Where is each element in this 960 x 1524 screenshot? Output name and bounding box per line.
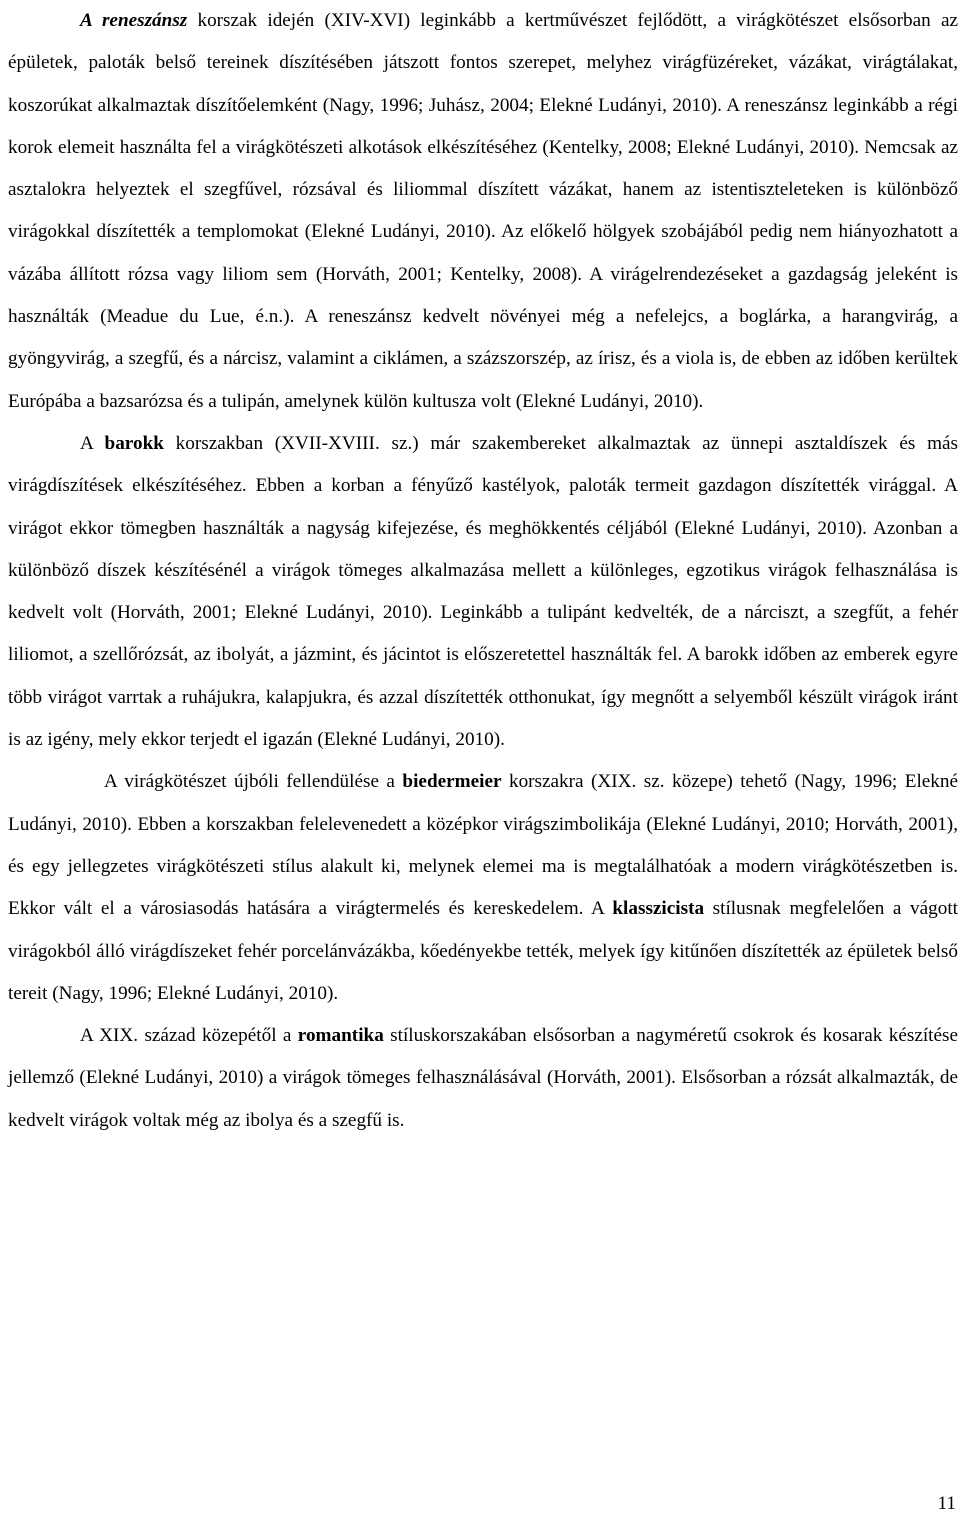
paragraph-body: stíluskorszakában elsősorban a nagyméretű csokrok és kosarak készítése jellemző (Elekné Ludányi, 2010) a virágok tömeges felhasználásával (Horváth, 2001). Elsősorban a rózsát alkalmazták, de kedvelt virágok voltak még az ibolya és a szegfű is. — [8, 1025, 958, 1131]
paragraph-baroque — [8, 423, 958, 761]
paragraph-lead: A XIX. század közepétől a — [80, 1025, 298, 1047]
paragraph-body: korszakban (XVII-XVIII. sz.) már szakembereket alkalmaztak az ünnepi asztaldíszek és más virágdíszítések elkészítéséhez. Ebben a korban a fényűző kastélyok, paloták termeit gazdagon díszítették virággal. A virágot ekkor tömegben használták a nagyság kifejezése, és meghökkentés céljából (Elekné Ludányi, 2010). Azonban a különböző díszek készítésénél a virágok tömeges alkalmazása mellett a különleges, egzotikus virágok felhasználása is kedvelt volt (Horváth, 2001; Elekné Ludányi, 2010). Leginkább a tulipánt kedvelték, de a nárciszt, a szegfűt, a fehér liliomot, a szellőrózsát, az ibolyát, a jázmint, és jácintot is előszeretettel használták fel. A barokk időben az emberek egyre több virágot varrtak a ruhájukra, kalapjukra, és azzal díszítették otthonukat, így megnőtt a selyemből készült virágok iránt is az igény, mely ekkor terjedt el igazán (Elekné Ludányi, 2010). — [8, 432, 958, 751]
term-classicist: klasszicista — [612, 898, 705, 920]
page-number: 11 — [937, 1493, 956, 1514]
term-biedermeier: biedermeier — [402, 771, 502, 793]
paragraph-lead: A — [80, 432, 105, 454]
document-page — [8, 0, 958, 1142]
paragraph-body: korszak idején (XIV-XVI) leginkább a kertművészet fejlődött, a virágkötészet elsősorban az épületek, paloták belső tereinek díszítésében játszott fontos szerepet, melyhez virágfüzéreket, vázákat, virágtálakat, koszorúkat alkalmaztak díszítőelemként (Nagy, 1996; Juhász, 2004; Elekné Ludányi, 2010). A reneszánsz leginkább a régi korok elemeit használta fel a virágkötészeti alkotások elkészítéséhez (Kentelky, 2008; Elekné Ludányi, 2010). Nemcsak az asztalokra helyeztek el szegfűvel, rózsával és liliommal díszített vázákat, hanem az istentiszteleteken is különböző virágokkal díszítették a templomokat (Elekné Ludányi, 2010). Az előkelő hölgyek szobájából pedig nem hiányozhatott a vázába állított rózsa vagy liliom sem (Horváth, 2001; Kentelky, 2008). A virágelrendezéseket a gazdagság jeleként is használták (Meadue du Lue, é.n.). A reneszánsz kedvelt növényei még a nefelejcs, a boglárka, a harangvirág, a gyöngyvirág, a szegfű, és a nárcisz, valamint a ciklámen, a százszorszép, az írisz, és a viola is, de ebben az időben kerültek Európába a bazsarózsa és a tulipán, amelynek külön kultusza volt (Elekné Ludányi, 2010). — [8, 10, 958, 412]
term-baroque: barokk — [104, 432, 164, 454]
paragraph-body-continued: stílusnak megfelelően a vágott virágokból álló virágdíszeket fehér porcelánvázákba, kőedényekbe tették, melyek így kitűnően díszítették az épületek belső tereit (Nagy, 1996; Elekné Ludányi, 2010). — [8, 898, 958, 1004]
paragraph-biedermeier — [8, 761, 958, 1015]
paragraph-body: korszakra (XIX. sz. közepe) tehető (Nagy, 1996; Elekné Ludányi, 2010). Ebben a korszakban felelevenedett a középkor virágszimbolikája (Elekné Ludányi, 2010; Horváth, 2001), és egy jellegzetes virágkötészeti stílus alakult ki, melynek elemei ma is megtalálhatóak a modern virágkötészetben is. Ekkor vált el a városiasodás hatására a virágtermelés és kereskedelem. A — [8, 771, 958, 920]
term-renaissance: A reneszánsz — [80, 10, 188, 31]
paragraph-renaissance — [8, 0, 958, 423]
paragraph-romanticism — [8, 1015, 958, 1142]
term-romanticism: romantika — [297, 1025, 384, 1047]
paragraph-lead: A virágkötészet újbóli fellendülése a — [104, 771, 403, 793]
